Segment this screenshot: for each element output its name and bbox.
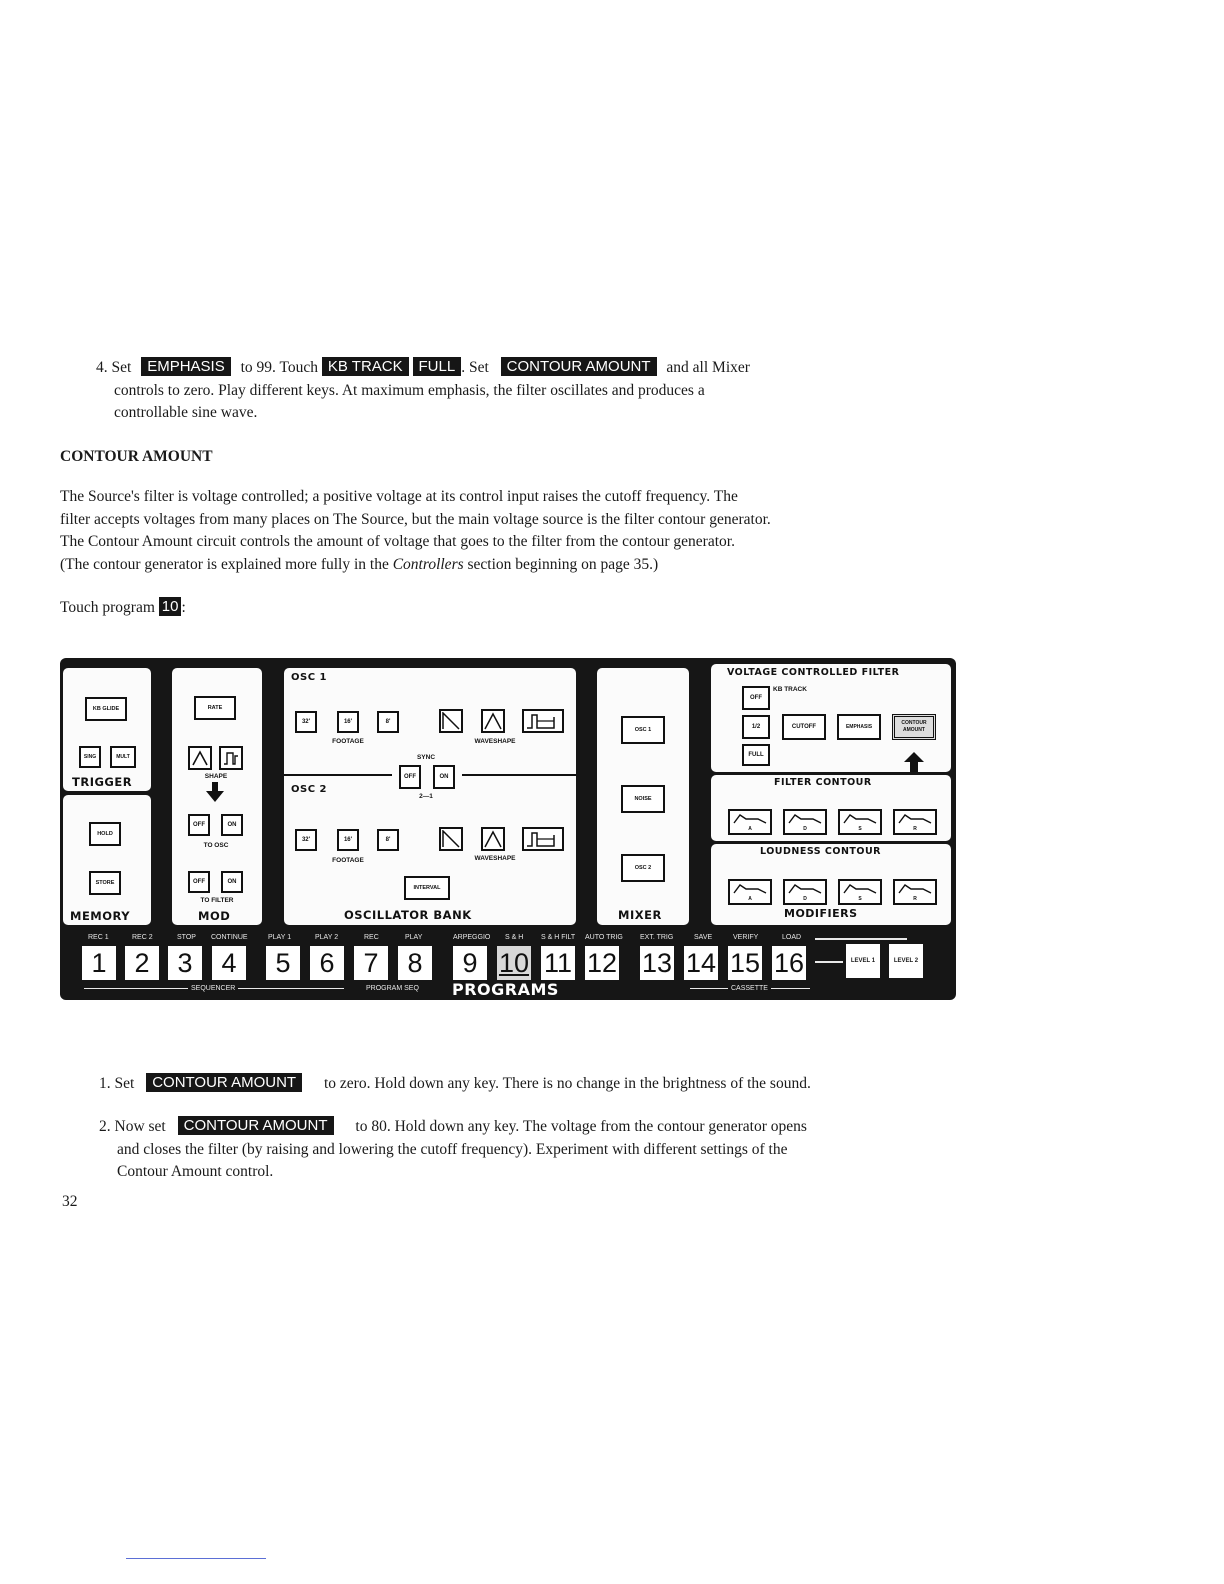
rate-button[interactable]: RATE — [194, 696, 236, 720]
mod-to-osc-on-button[interactable]: ON — [221, 814, 243, 836]
osc-1-pulse-button[interactable] — [522, 709, 564, 733]
memory-title: MEMORY — [70, 909, 131, 923]
cassette-label: CASSETTE — [728, 985, 771, 992]
osc-2-16-foot-button[interactable]: 16' — [337, 829, 359, 851]
to-osc-label: TO OSC — [203, 842, 229, 849]
vcf-title: VOLTAGE CONTROLLED FILTER — [727, 667, 900, 678]
mixer-osc-2-button[interactable]: OSC 2 — [621, 854, 665, 882]
mult-button[interactable]: MULT — [110, 746, 136, 768]
body-paragraph — [60, 486, 920, 576]
page-number: 32 — [62, 1193, 78, 1210]
sync-on-button[interactable]: ON — [433, 765, 455, 789]
memory-section — [63, 795, 151, 925]
shape-label: SHAPE — [204, 773, 228, 780]
sing-button[interactable]: SING — [79, 746, 101, 768]
kb-track-full-button[interactable]: FULL — [742, 744, 770, 766]
function-label: CONTINUE — [211, 934, 248, 941]
program-button-12[interactable]: 12 — [585, 946, 619, 980]
step-1 — [99, 1073, 811, 1096]
triangle-wave-icon — [192, 750, 208, 766]
step-4-text: . Set — [461, 359, 489, 376]
kb-track-half-button[interactable]: 1/2 — [742, 715, 770, 739]
osc-1-triangle-button[interactable] — [481, 709, 505, 733]
step-2-line-2: and closes the filter (by raising and lowering the cutoff frequency). Experiment with different settings of the — [117, 1140, 788, 1158]
program-button-10[interactable]: 10 — [497, 946, 531, 980]
modifiers-title: MODIFIERS — [784, 907, 858, 920]
filter-sustain-button[interactable]: S — [838, 809, 882, 835]
to-filter-label: TO FILTER — [200, 897, 234, 904]
osc-2-8-foot-button[interactable]: 8' — [377, 829, 399, 851]
function-label: S & H FILT — [541, 934, 576, 941]
loudness-decay-button[interactable]: D — [783, 879, 827, 905]
program-button-16[interactable]: 16 — [772, 946, 806, 980]
trigger-title: TRIGGER — [72, 775, 133, 789]
osc-2-title: OSC 2 — [291, 784, 327, 795]
function-label: S & H — [505, 934, 524, 941]
step-4 — [96, 357, 896, 425]
mixer-osc-1-button[interactable]: OSC 1 — [621, 716, 665, 744]
osc-1-8-foot-button[interactable]: 8' — [377, 711, 399, 733]
step-4-text: and all Mixer — [666, 359, 750, 376]
function-label: SAVE — [694, 934, 713, 941]
program-button-9[interactable]: 9 — [453, 946, 487, 980]
contour-amount-control-label: CONTOUR AMOUNT — [501, 357, 657, 376]
function-label: EXT. TRIG — [640, 934, 674, 941]
pulse-wave-icon — [526, 831, 560, 847]
triangle-shape-button[interactable] — [188, 746, 212, 770]
programs-title: PROGRAMS — [452, 980, 559, 999]
square-shape-button[interactable] — [219, 746, 243, 770]
function-label: REC 1 — [88, 934, 109, 941]
step-1-text: to zero. Hold down any key. There is no change in the brightness of the sound. — [323, 1075, 811, 1092]
step-2-line-3: Contour Amount control. — [117, 1163, 274, 1180]
step-4-text: to 99. Touch — [240, 359, 319, 376]
triangle-wave-icon — [484, 830, 502, 848]
osc-1-sawtooth-button[interactable] — [439, 709, 463, 733]
kb-glide-button[interactable]: KB GLIDE — [85, 697, 127, 721]
function-label: PLAY — [405, 934, 423, 941]
program-button-5[interactable]: 5 — [266, 946, 300, 980]
osc-1-footage-label: FOOTAGE — [332, 738, 364, 745]
mod-to-osc-off-button[interactable]: OFF — [188, 814, 210, 836]
filter-decay-button[interactable]: D — [783, 809, 827, 835]
program-button-13[interactable]: 13 — [640, 946, 674, 980]
loudness-sustain-button[interactable]: S — [838, 879, 882, 905]
emphasis-control-label: EMPHASIS — [141, 357, 231, 376]
full-control-label: FULL — [413, 357, 462, 376]
filter-contour-title: FILTER CONTOUR — [774, 777, 872, 788]
function-label: REC — [364, 934, 379, 941]
triangle-wave-icon — [484, 712, 502, 730]
envelope-icon — [787, 883, 823, 895]
step-2-text: to 80. Hold down any key. The voltage from the contour generator opens — [355, 1118, 807, 1135]
osc-divider — [462, 774, 576, 776]
loudness-release-button[interactable]: R — [893, 879, 937, 905]
envelope-icon — [787, 813, 823, 825]
arrow-up-icon — [904, 752, 924, 772]
pulse-wave-icon — [526, 713, 560, 729]
function-label: REC 2 — [132, 934, 153, 941]
controllers-reference: Controllers — [392, 555, 464, 573]
program-button-6[interactable]: 6 — [310, 946, 344, 980]
envelope-icon — [842, 813, 878, 825]
mixer-title: MIXER — [618, 908, 662, 922]
filter-release-button[interactable]: R — [893, 809, 937, 835]
body-line: filter accepts voltages from many places on The Source, but the main voltage source is the filter contour generator. — [60, 510, 771, 528]
osc-2-32-foot-button[interactable]: 32' — [295, 829, 317, 851]
osc-2-pulse-button[interactable] — [522, 827, 564, 851]
loudness-contour-title: LOUDNESS CONTOUR — [760, 846, 881, 857]
touch-program-text: Touch program — [60, 599, 155, 616]
mixer-noise-button[interactable]: NOISE — [621, 785, 665, 813]
envelope-icon — [732, 883, 768, 895]
osc-1-32-foot-button[interactable]: 32' — [295, 711, 317, 733]
mod-to-filter-off-button[interactable]: OFF — [188, 871, 210, 893]
footnote-rule — [126, 1558, 266, 1559]
program-seq-label: PROGRAM SEQ — [366, 985, 419, 992]
sawtooth-wave-icon — [442, 712, 460, 730]
osc-2-triangle-button[interactable] — [481, 827, 505, 851]
interval-button[interactable]: INTERVAL — [404, 876, 450, 900]
mod-to-filter-on-button[interactable]: ON — [221, 871, 243, 893]
program-button-8[interactable]: 8 — [398, 946, 432, 980]
hold-button[interactable]: HOLD — [89, 822, 121, 846]
function-label: PLAY 1 — [268, 934, 292, 941]
program-number-badge: 10 — [159, 597, 182, 616]
oscillator-bank-title: OSCILLATOR BANK — [344, 908, 472, 922]
step-4-line-3: controllable sine wave. — [114, 404, 258, 421]
body-line: The Source's filter is voltage controlled; a positive voltage at its control input raises the cutoff frequency. The — [60, 488, 738, 505]
body-line: The Contour Amount circuit controls the amount of voltage that goes to the filter from the contour generator. — [60, 533, 735, 550]
sync-ratio-label: 2—1 — [419, 793, 433, 800]
osc-1-title: OSC 1 — [291, 672, 327, 683]
function-label: LOAD — [782, 934, 802, 941]
kb-track-control-label: KB TRACK — [322, 357, 409, 376]
function-label: PLAY 2 — [315, 934, 339, 941]
osc-divider — [284, 774, 392, 776]
contour-amount-control-label: CONTOUR AMOUNT — [146, 1073, 302, 1092]
emphasis-button[interactable]: EMPHASIS — [837, 714, 881, 740]
step-4-number: 4. Set — [96, 359, 132, 376]
touch-program-line: Touch program 10 : — [60, 598, 186, 616]
step-2 — [99, 1116, 919, 1184]
step-1-number: 1. Set — [99, 1075, 135, 1092]
osc-2-waveshape-label: WAVESHAPE — [474, 855, 516, 862]
envelope-icon — [897, 813, 933, 825]
level-arrow-line — [815, 961, 843, 963]
kb-track-label: KB TRACK — [773, 686, 807, 693]
level-2-button[interactable]: LEVEL 2 — [889, 944, 923, 978]
section-heading: CONTOUR AMOUNT — [60, 448, 213, 465]
osc-2-sawtooth-button[interactable] — [439, 827, 463, 851]
program-button-2[interactable]: 2 — [125, 946, 159, 980]
mod-title: MOD — [198, 909, 231, 923]
function-label: ARPEGGIO — [453, 934, 491, 941]
function-label: AUTO TRIG — [585, 934, 623, 941]
store-button[interactable]: STORE — [89, 871, 121, 895]
program-button-7[interactable]: 7 — [354, 946, 388, 980]
square-wave-icon — [223, 750, 239, 766]
osc-1-16-foot-button[interactable]: 16' — [337, 711, 359, 733]
loudness-attack-button[interactable]: A — [728, 879, 772, 905]
envelope-icon — [897, 883, 933, 895]
osc-2-footage-label: FOOTAGE — [332, 857, 364, 864]
program-button-14[interactable]: 14 — [684, 946, 718, 980]
kb-track-off-button[interactable]: OFF — [742, 686, 770, 710]
filter-attack-button[interactable]: A — [728, 809, 772, 835]
contour-amount-control-label: CONTOUR AMOUNT — [178, 1116, 334, 1135]
step-2-number: 2. Now set — [99, 1118, 166, 1135]
body-line: (The contour generator is explained more fully in the Controllers section beginning on page 35.) — [60, 555, 659, 573]
function-label: STOP — [177, 934, 196, 941]
sync-off-button[interactable]: OFF — [399, 765, 421, 789]
level-1-button[interactable]: LEVEL 1 — [846, 944, 880, 978]
osc-1-waveshape-label: WAVESHAPE — [474, 738, 516, 745]
sequencer-label: SEQUENCER — [188, 985, 238, 992]
trigger-section — [63, 668, 151, 791]
program-button-3[interactable]: 3 — [168, 946, 202, 980]
envelope-icon — [732, 813, 768, 825]
arrow-down-icon — [206, 782, 224, 802]
program-button-15[interactable]: 15 — [728, 946, 762, 980]
sync-label: SYNC — [416, 754, 436, 761]
cutoff-button[interactable]: CUTOFF — [782, 714, 826, 740]
step-4-line-2: controls to zero. Play different keys. At maximum emphasis, the filter oscillates and produces a — [114, 381, 705, 399]
program-button-1[interactable]: 1 — [82, 946, 116, 980]
contour-amount-button[interactable]: CONTOUR AMOUNT — [892, 714, 936, 740]
program-button-11[interactable]: 11 — [541, 946, 575, 980]
function-label: VERIFY — [733, 934, 759, 941]
envelope-icon — [842, 883, 878, 895]
sawtooth-wave-icon — [442, 830, 460, 848]
program-button-4[interactable]: 4 — [212, 946, 246, 980]
level-range-line — [815, 938, 907, 940]
